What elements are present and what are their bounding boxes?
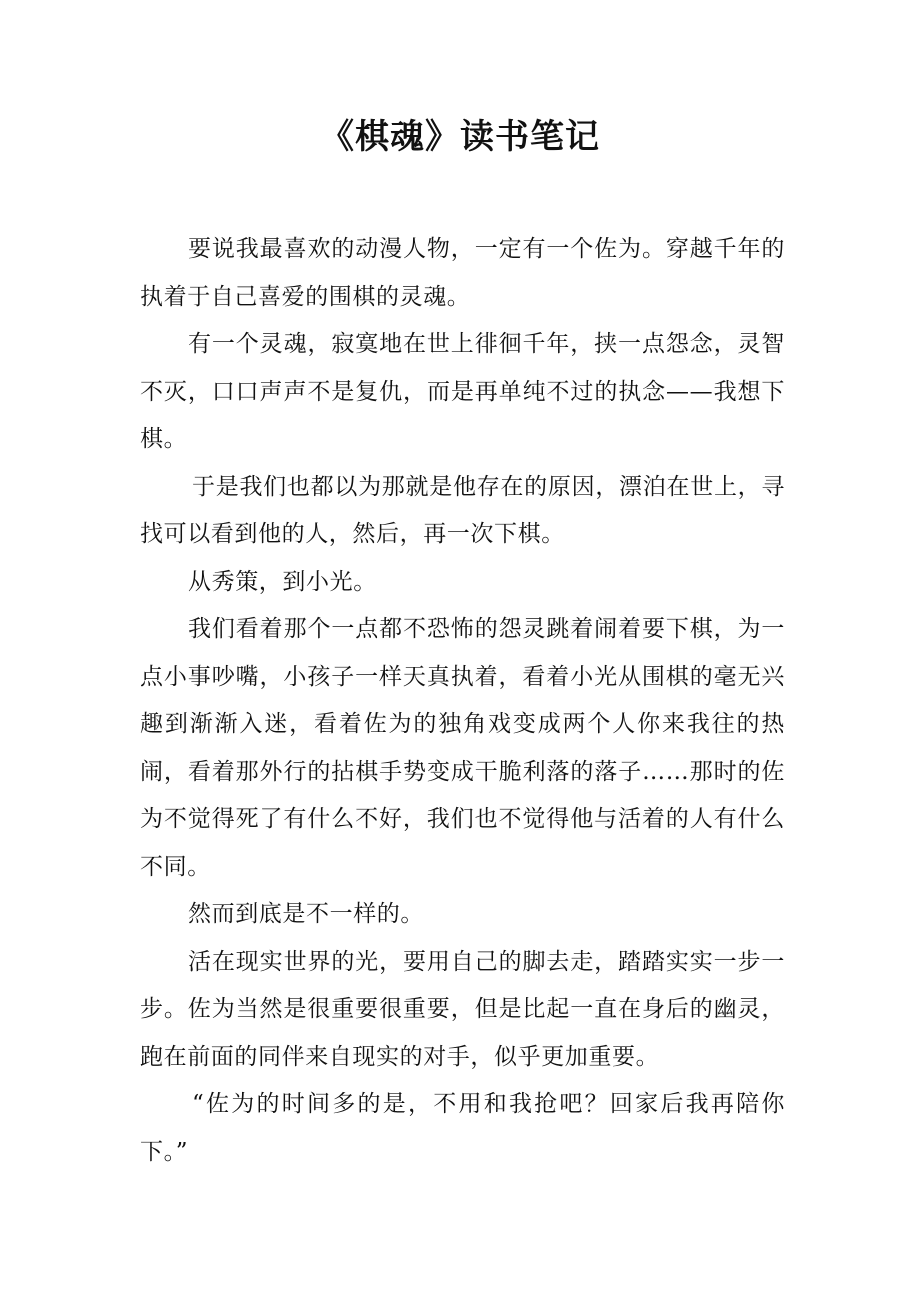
paragraph-2: 有一个灵魂，寂寞地在世上徘徊千年，挟一点怨念，灵智不灭，口口声声不是复仇，而是再单纯不过的执念——我想下棋。 xyxy=(140,331,785,452)
paragraph-7: 活在现实世界的光，要用自己的脚去走，踏踏实实一步一步。佐为当然是很重要很重要，但是比起一直在身后的幽灵，跑在前面的同伴来自现实的对手，似乎更加重要。 xyxy=(140,948,785,1070)
paragraph-8: “佐为的时间多的是，不用和我抢吧？回家后我再陪你下。” xyxy=(140,1091,785,1165)
paragraph-6: 然而到底是不一样的。 xyxy=(188,901,424,927)
paragraph-4: 从秀策，到小光。 xyxy=(188,568,377,595)
document-title: 《棋魂》读书笔记 xyxy=(320,117,600,157)
paragraph-5: 我们看着那个一点都不恐怖的怨灵跳着闹着要下棋，为一点小事吵嘴，小孩子一样天真执着，看着小光从围棋的毫无兴趣到渐渐入迷，看着佐为的独角戏变成两个人你来我往的热闹，看着那外行的拈棋手势变成干脆利落的落子……那时的佐为不觉得死了有什么不好，我们也不觉得他与活着的人有什么不同。 xyxy=(140,616,785,880)
document-body xyxy=(140,226,785,1176)
paragraph-1: 要说我最喜欢的动漫人物，一定有一个佐为。穿越千年的执着于自己喜爱的围棋的灵魂。 xyxy=(140,236,785,310)
paragraph-3: 于是我们也都以为那就是他存在的原因，漂泊在世上，寻找可以看到他的人，然后，再一次下棋。 xyxy=(140,473,785,547)
